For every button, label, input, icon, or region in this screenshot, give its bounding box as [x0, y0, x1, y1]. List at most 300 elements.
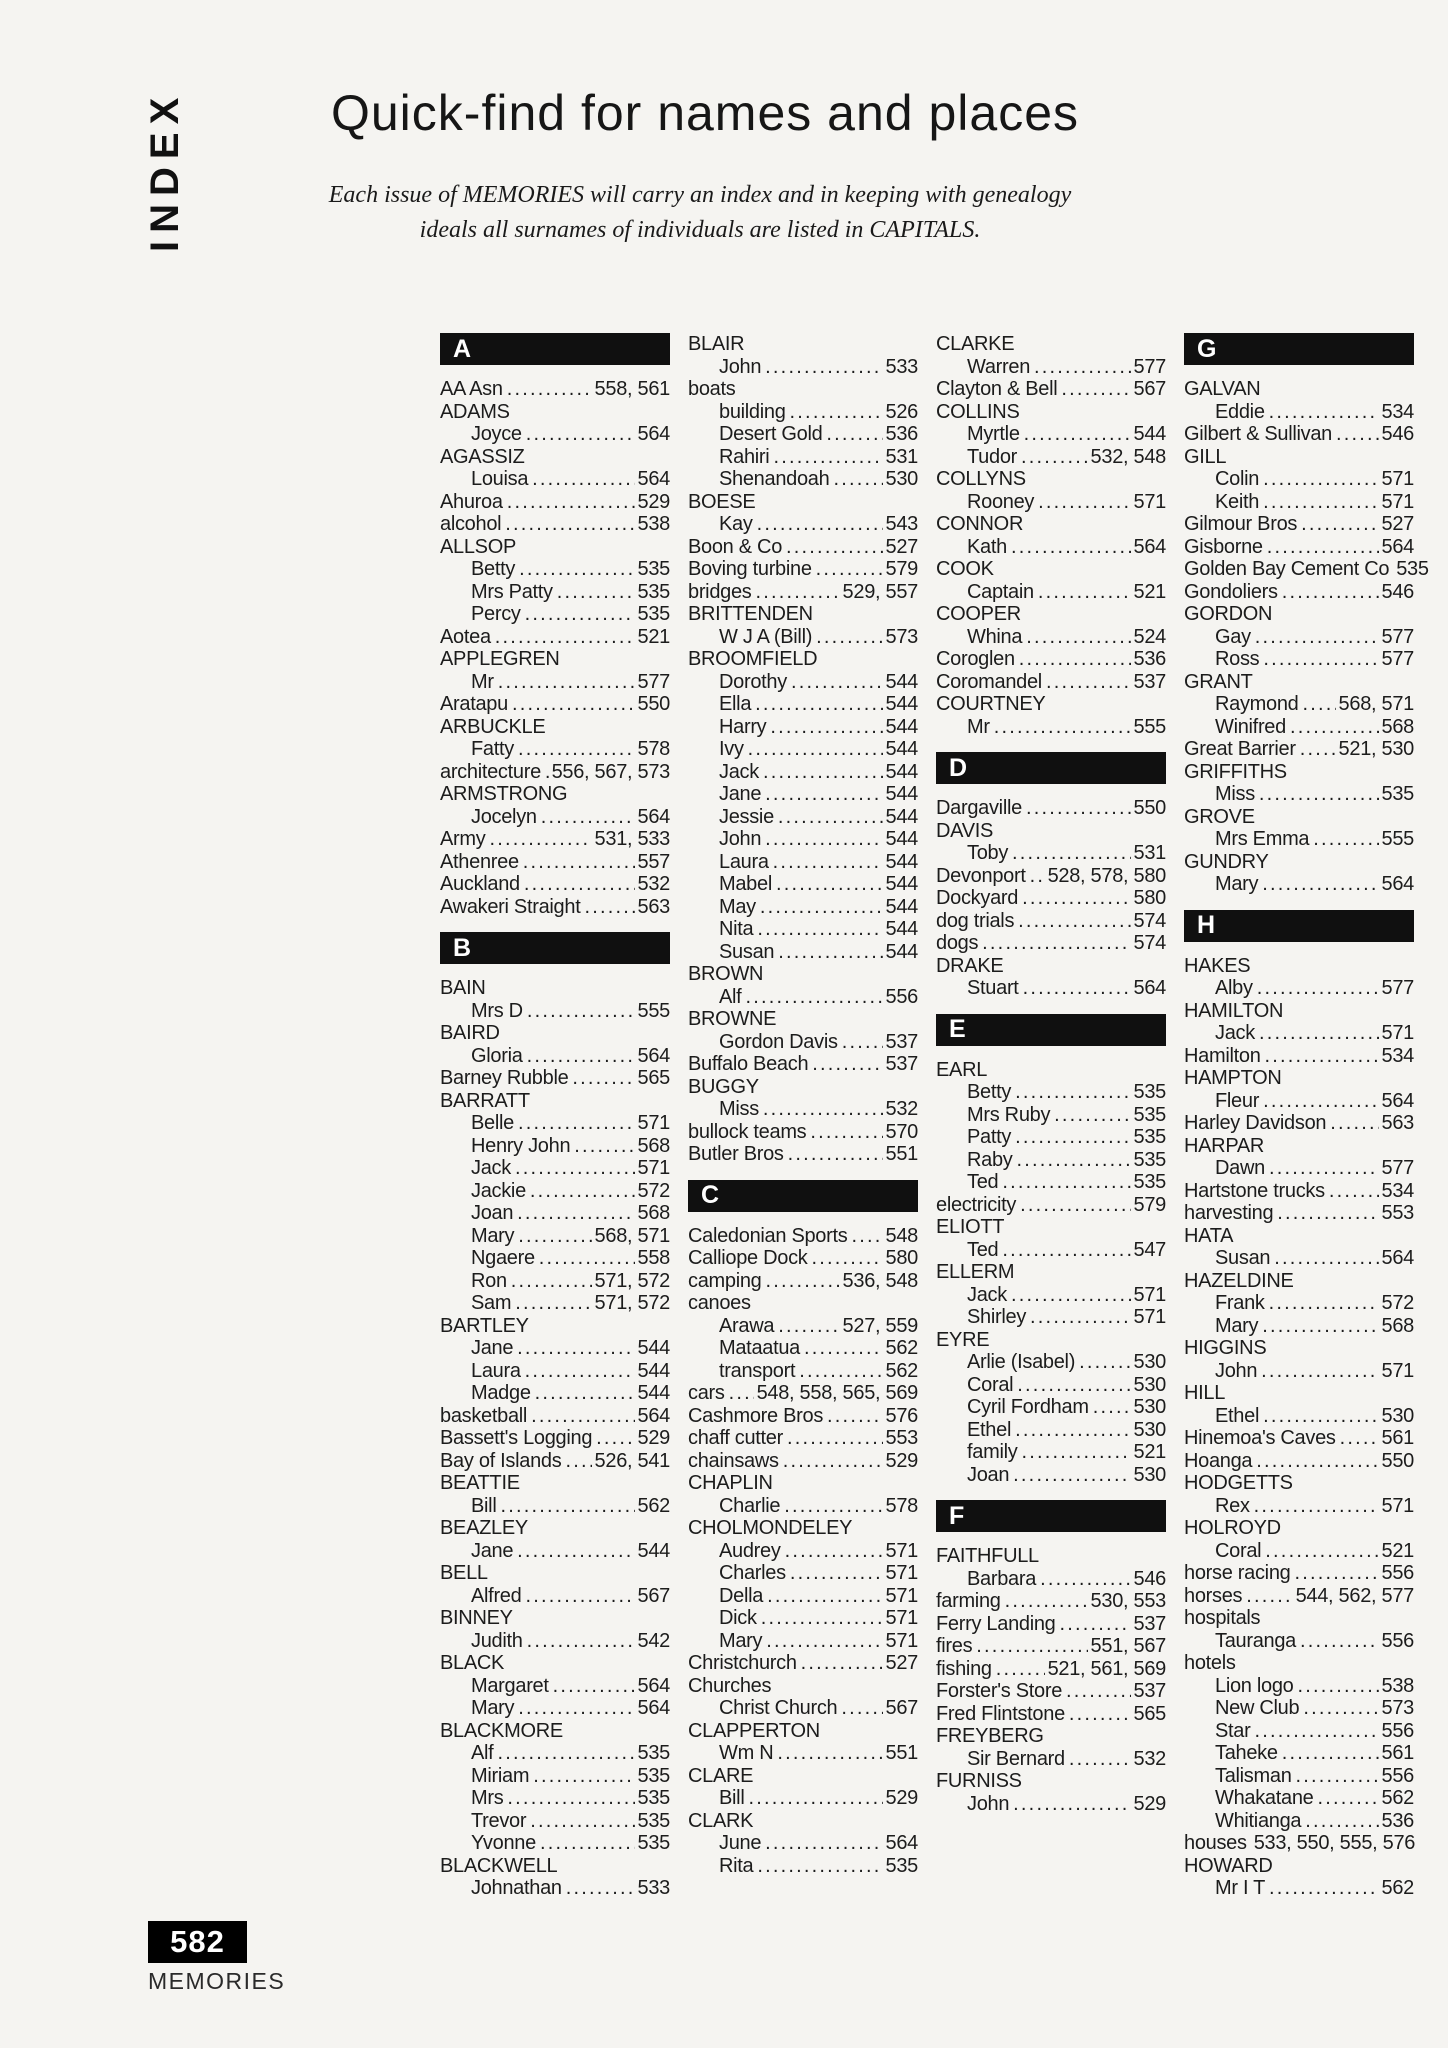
entry-label: GROVE — [1184, 805, 1255, 828]
index-group-heading — [1184, 1855, 1414, 1878]
entry-label: Jack — [719, 760, 759, 783]
entry-label: Tudor — [967, 445, 1018, 468]
index-entry — [1184, 1540, 1414, 1563]
index-entry — [688, 941, 918, 964]
index-entry — [440, 1067, 670, 1090]
entry-label: Laura — [471, 1359, 521, 1382]
entry-label: HOWARD — [1184, 1854, 1273, 1877]
index-entry — [688, 356, 918, 379]
entry-pages: 521 — [1133, 580, 1166, 603]
index-entry — [440, 378, 670, 401]
dot-leader — [1263, 491, 1378, 514]
dot-leader — [778, 1315, 839, 1338]
entry-label: alcohol — [440, 513, 502, 535]
entry-label: BEATTIE — [440, 1472, 520, 1494]
entry-pages: 578 — [637, 738, 670, 760]
entry-label: Della — [719, 1584, 764, 1607]
entry-label: Gordon Davis — [719, 1030, 838, 1053]
dot-leader — [763, 1098, 883, 1121]
entry-pages: 544 — [885, 828, 918, 850]
entry-pages: 553 — [885, 1427, 918, 1449]
entry-label: Harry — [719, 715, 767, 738]
entry-pages: 548, 558, 565, 569 — [756, 1382, 918, 1404]
index-entry — [1184, 401, 1414, 424]
index-entry — [440, 1630, 670, 1653]
index-group-heading — [1184, 1652, 1414, 1675]
entry-label: Jessie — [719, 805, 774, 828]
dot-leader — [1026, 626, 1130, 649]
entry-pages: 529 — [885, 1787, 918, 1809]
entry-pages: 561 — [1381, 1427, 1414, 1449]
entry-label: Raymond — [1215, 693, 1299, 715]
page-number-badge: 582 — [148, 1921, 247, 1963]
index-entry — [440, 1180, 670, 1203]
index-entry — [1184, 1742, 1414, 1765]
dot-leader — [767, 1585, 882, 1608]
dot-leader — [540, 1832, 635, 1855]
index-entry — [688, 513, 918, 536]
entry-pages: 535 — [637, 603, 670, 625]
index-entry — [1184, 423, 1414, 446]
section-header — [440, 932, 670, 964]
section-letter: G — [1197, 334, 1217, 363]
entry-pages: 528, 578, 580 — [1047, 864, 1166, 887]
entry-label: Mataatua — [719, 1337, 800, 1359]
index-group-heading — [1184, 1337, 1414, 1360]
index-group-heading — [440, 1720, 670, 1743]
index-entry — [440, 1360, 670, 1383]
dot-leader — [1023, 977, 1131, 1000]
index-group-heading — [440, 648, 670, 671]
entry-label: Mrs Patty — [471, 580, 553, 603]
entry-label: Mr — [471, 670, 494, 693]
entry-pages: 535 — [637, 1764, 670, 1787]
dot-leader — [1017, 1374, 1130, 1397]
index-entry — [1184, 536, 1414, 559]
index-entry — [1184, 828, 1414, 851]
entry-pages: 564 — [637, 1674, 670, 1697]
entry-label: transport — [719, 1359, 796, 1382]
dot-leader — [1012, 842, 1130, 865]
index-entry — [688, 1360, 918, 1383]
dot-leader — [512, 693, 635, 716]
entry-pages: 531 — [1133, 842, 1166, 864]
index-group-heading — [440, 1607, 670, 1630]
entry-pages: 571 — [1381, 1359, 1414, 1382]
entry-label: Alfred — [471, 1584, 522, 1607]
index-entry — [440, 738, 670, 761]
index-entry — [1184, 977, 1414, 1000]
entry-pages: 577 — [1381, 977, 1414, 999]
entry-pages: 544 — [885, 940, 918, 963]
entry-pages: 568, 571 — [1338, 693, 1414, 715]
index-group-heading — [936, 558, 1166, 581]
section-letter: E — [949, 1015, 966, 1043]
index-entry — [688, 806, 918, 829]
index-entry — [936, 1613, 1166, 1636]
entry-label: horse racing — [1184, 1562, 1291, 1584]
index-entry — [936, 671, 1166, 694]
dot-leader — [507, 491, 635, 514]
dot-leader — [783, 1450, 883, 1473]
entry-pages: 535 — [637, 1809, 670, 1832]
index-entry — [936, 716, 1166, 739]
entry-pages: 544 — [885, 715, 918, 738]
section-header — [1184, 910, 1414, 942]
entry-pages: 544 — [885, 873, 918, 895]
dot-leader — [816, 626, 882, 649]
entry-pages: 576 — [885, 1404, 918, 1427]
entry-pages: 563 — [637, 895, 670, 918]
entry-label: Ethel — [1215, 1404, 1260, 1427]
entry-pages: 564 — [637, 1404, 670, 1427]
entry-pages: 533 — [637, 1877, 670, 1899]
section-letter: D — [949, 753, 968, 782]
entry-label: John — [719, 355, 762, 378]
dot-leader — [757, 1855, 882, 1878]
entry-pages: 571 — [885, 1629, 918, 1652]
entry-label: John — [719, 828, 762, 850]
entry-label: Ethel — [967, 1418, 1012, 1441]
index-entry — [440, 581, 670, 604]
entry-label: family — [967, 1441, 1018, 1463]
index-group-heading — [688, 1765, 918, 1788]
index-entry — [936, 1081, 1166, 1104]
entry-label: Laura — [719, 850, 769, 873]
index-entry — [440, 693, 670, 716]
entry-pages: 567 — [885, 1697, 918, 1719]
entry-label: Charles — [719, 1562, 786, 1584]
entry-label: BLAIR — [688, 333, 745, 355]
dot-leader — [1024, 423, 1131, 446]
entry-pages: 574 — [1133, 909, 1166, 932]
index-entry — [1184, 1427, 1414, 1450]
entry-label: Winifred — [1215, 715, 1286, 738]
dot-leader — [1303, 693, 1336, 716]
entry-label: GRANT — [1184, 670, 1253, 693]
index-group-heading — [688, 1076, 918, 1099]
entry-pages: 548 — [885, 1224, 918, 1247]
index-entry — [1184, 648, 1414, 671]
index-entry — [688, 536, 918, 559]
entry-pages: 565 — [1133, 1702, 1166, 1725]
dot-leader — [1021, 446, 1088, 469]
entry-pages: 564 — [637, 423, 670, 445]
index-entry — [688, 558, 918, 581]
dot-leader — [799, 1360, 882, 1383]
entry-label: GALVAN — [1184, 378, 1261, 400]
entry-label: APPLEGREN — [440, 648, 560, 670]
entry-label: chainsaws — [688, 1449, 779, 1472]
dot-leader — [525, 1360, 635, 1383]
dot-leader — [816, 558, 883, 581]
entry-label: Audrey — [719, 1539, 781, 1562]
index-group-heading — [440, 401, 670, 424]
entry-label: Miriam — [471, 1764, 530, 1787]
index-entry — [936, 797, 1166, 820]
entry-label: Hartstone trucks — [1184, 1179, 1325, 1202]
entry-label: COOK — [936, 558, 994, 580]
entry-label: Sam — [471, 1292, 512, 1314]
entry-label: BARTLEY — [440, 1314, 529, 1337]
index-entry — [688, 783, 918, 806]
entry-label: Gloria — [471, 1044, 523, 1067]
entry-label: Sir Bernard — [967, 1747, 1065, 1770]
entry-label: Alby — [1215, 977, 1253, 999]
entry-label: ALLSOP — [440, 535, 517, 558]
dot-leader — [1300, 1630, 1379, 1653]
dot-leader — [1301, 513, 1378, 536]
entry-pages: 556 — [1381, 1764, 1414, 1787]
dot-leader — [778, 941, 882, 964]
entry-label: CLARK — [688, 1809, 754, 1832]
index-entry — [688, 738, 918, 761]
entry-pages: 568 — [1381, 1314, 1414, 1337]
dot-leader — [773, 446, 882, 469]
entry-pages: 544 — [637, 1382, 670, 1404]
entry-pages: 544 — [885, 783, 918, 805]
entry-label: Jack — [1215, 1022, 1255, 1044]
index-entry — [688, 716, 918, 739]
index-entry — [936, 1374, 1166, 1397]
dot-leader — [532, 468, 634, 491]
index-entry — [1184, 1675, 1414, 1698]
index-entry — [936, 626, 1166, 649]
dot-leader — [1093, 1396, 1131, 1419]
dot-leader — [1079, 1351, 1130, 1374]
index-entry — [1184, 873, 1414, 896]
entry-pages: 571 — [1381, 490, 1414, 513]
index-column — [440, 333, 670, 1900]
index-entry — [1184, 1450, 1414, 1473]
index-entry — [1184, 1877, 1414, 1900]
dot-leader — [1015, 1419, 1130, 1442]
dot-leader — [517, 1337, 634, 1360]
index-entry — [1184, 1405, 1414, 1428]
entry-label: Coroglen — [936, 648, 1015, 670]
entry-label: Lion logo — [1215, 1674, 1294, 1697]
entry-label: Arawa — [719, 1314, 775, 1337]
index-entry — [1184, 626, 1414, 649]
index-entry — [1184, 1247, 1414, 1270]
entry-label: Henry John — [471, 1134, 571, 1157]
entry-pages: 527 — [885, 1652, 918, 1674]
index-group-heading — [936, 693, 1166, 716]
entry-label: Dorothy — [719, 670, 787, 693]
index-entry — [1184, 1022, 1414, 1045]
index-group-heading — [936, 1261, 1166, 1284]
entry-pages: 521 — [637, 625, 670, 648]
dot-leader — [804, 1337, 883, 1360]
magazine-name: MEMORIES — [148, 1968, 286, 1994]
index-entry — [936, 1419, 1166, 1442]
index-entry — [440, 1405, 670, 1428]
index-group-heading — [688, 1810, 918, 1833]
index-group-heading — [440, 1855, 670, 1878]
entry-label: Kath — [967, 535, 1007, 558]
entry-label: COLLYNS — [936, 468, 1026, 490]
entry-label: chaff cutter — [688, 1427, 783, 1449]
dot-leader — [584, 896, 634, 919]
entry-pages: 535 — [637, 580, 670, 603]
entry-label: Jane — [471, 1337, 514, 1359]
entry-label: Johnathan — [471, 1877, 562, 1899]
entry-pages: 534 — [1381, 1044, 1414, 1067]
index-entry — [688, 1247, 918, 1270]
entry-label: Belle — [471, 1112, 514, 1134]
entry-label: Star — [1215, 1719, 1251, 1742]
index-entry — [936, 423, 1166, 446]
index-group-heading — [440, 1090, 670, 1113]
index-entry — [1184, 1720, 1414, 1743]
dot-leader — [765, 783, 882, 806]
dot-leader — [757, 918, 882, 941]
dot-leader — [1066, 1680, 1130, 1703]
entry-label: Stuart — [967, 977, 1019, 999]
dot-leader — [1015, 1081, 1130, 1104]
entry-label: BINNEY — [440, 1607, 513, 1629]
index-entry — [440, 491, 670, 514]
entry-label: Auckland — [440, 873, 520, 895]
dot-leader — [851, 1225, 882, 1248]
entry-pages: 537 — [885, 1030, 918, 1053]
entry-pages: 555 — [637, 999, 670, 1022]
entry-label: Devonport — [936, 864, 1026, 887]
entry-pages: 530 — [885, 468, 918, 490]
dot-leader — [765, 1832, 882, 1855]
entry-label: Gilbert & Sullivan — [1184, 423, 1332, 445]
dot-leader — [996, 1658, 1045, 1681]
index-entry — [936, 1149, 1166, 1172]
index-entry — [936, 1464, 1166, 1487]
entry-pages: 562 — [885, 1337, 918, 1359]
dot-leader — [596, 1427, 634, 1450]
dot-leader — [515, 1157, 635, 1180]
index-group-heading — [1184, 1472, 1414, 1495]
entry-label: Mrs — [471, 1787, 504, 1809]
entry-pages: 535 — [885, 1854, 918, 1877]
entry-label: Barbara — [967, 1567, 1037, 1590]
dot-leader — [500, 1495, 634, 1518]
index-entry — [440, 1427, 670, 1450]
dot-leader — [841, 1697, 882, 1720]
entry-label: GILL — [1184, 445, 1227, 468]
entry-label: Clayton & Bell — [936, 378, 1058, 400]
index-entry — [440, 1202, 670, 1225]
entry-label: dogs — [936, 932, 979, 954]
entry-label: ELIOTT — [936, 1216, 1005, 1238]
index-entry — [936, 842, 1166, 865]
entry-label: COLLINS — [936, 400, 1020, 423]
entry-pages: 571 — [1381, 468, 1414, 490]
entry-label: Raby — [967, 1148, 1013, 1171]
index-entry — [688, 1337, 918, 1360]
entry-pages: 568, 571 — [594, 1224, 670, 1247]
entry-label: HATA — [1184, 1224, 1234, 1247]
entry-label: Miss — [1215, 783, 1255, 805]
entry-pages: 544 — [1133, 423, 1166, 445]
entry-label: Jack — [471, 1157, 511, 1179]
index-entry — [688, 1405, 918, 1428]
dot-leader — [1015, 1126, 1130, 1149]
dot-leader — [1255, 626, 1379, 649]
entry-pages: 521 — [1133, 1441, 1166, 1463]
entry-pages: 544 — [885, 918, 918, 940]
index-entry — [936, 1396, 1166, 1419]
dot-leader — [1305, 1810, 1378, 1833]
entry-label: Ngaere — [471, 1247, 535, 1269]
entry-pages: 555 — [1381, 828, 1414, 850]
index-entry — [1184, 1787, 1414, 1810]
entry-pages: 530 — [1133, 1418, 1166, 1441]
dot-leader — [1069, 1703, 1131, 1726]
entry-pages: 571 — [885, 1539, 918, 1562]
entry-pages: 562 — [1381, 1787, 1414, 1809]
entry-label: Fred Flintstone — [936, 1702, 1065, 1725]
entry-label: Mrs D — [471, 999, 523, 1022]
entry-label: camping — [688, 1269, 762, 1292]
entry-label: Jane — [471, 1539, 514, 1562]
index-entry — [1184, 1360, 1414, 1383]
entry-label: COURTNEY — [936, 693, 1046, 715]
dot-leader — [976, 1635, 1087, 1658]
index-entry — [936, 356, 1166, 379]
index-entry — [936, 1284, 1166, 1307]
index-entry — [1184, 1495, 1414, 1518]
entry-label: Taheke — [1215, 1742, 1278, 1764]
dot-leader — [574, 1135, 634, 1158]
section-letter: A — [453, 334, 472, 363]
entry-label: Madge — [471, 1382, 531, 1404]
index-group-heading — [936, 1770, 1166, 1793]
dot-leader — [761, 1607, 883, 1630]
entry-pages: 536 — [1133, 648, 1166, 670]
entry-label: Dargaville — [936, 797, 1022, 819]
index-columns — [440, 333, 1429, 1900]
entry-pages: 571 — [885, 1607, 918, 1629]
index-entry — [688, 1855, 918, 1878]
entry-pages: 535 — [1133, 1081, 1166, 1103]
dot-leader — [790, 401, 883, 424]
entry-label: Trevor — [471, 1809, 527, 1832]
entry-pages: 556 — [1381, 1562, 1414, 1584]
entry-label: BEAZLEY — [440, 1517, 528, 1539]
entry-label: Arlie (Isabel) — [967, 1351, 1076, 1373]
index-entry — [440, 1225, 670, 1248]
entry-pages: 571 — [637, 1157, 670, 1179]
dot-leader — [1282, 581, 1379, 604]
entry-label: BELL — [440, 1562, 488, 1584]
index-group-heading — [1184, 1517, 1414, 1540]
entry-label: Rahiri — [719, 445, 770, 468]
entry-label: GRIFFITHS — [1184, 760, 1287, 783]
entry-label: John — [1215, 1359, 1258, 1382]
index-group-heading — [688, 1008, 918, 1031]
index-group-heading — [688, 1675, 918, 1698]
index-group-heading — [1184, 378, 1414, 401]
entry-label: BUGGY — [688, 1075, 759, 1098]
index-entry — [1184, 513, 1414, 536]
index-entry — [440, 1540, 670, 1563]
index-group-heading — [936, 820, 1166, 843]
dot-leader — [770, 716, 882, 739]
index-group-heading — [688, 1472, 918, 1495]
index-entry — [1184, 1157, 1414, 1180]
entry-label: Keith — [1215, 490, 1260, 513]
dot-leader — [812, 1247, 883, 1270]
entry-label: Desert Gold — [719, 423, 823, 445]
dot-leader — [1274, 1247, 1378, 1270]
